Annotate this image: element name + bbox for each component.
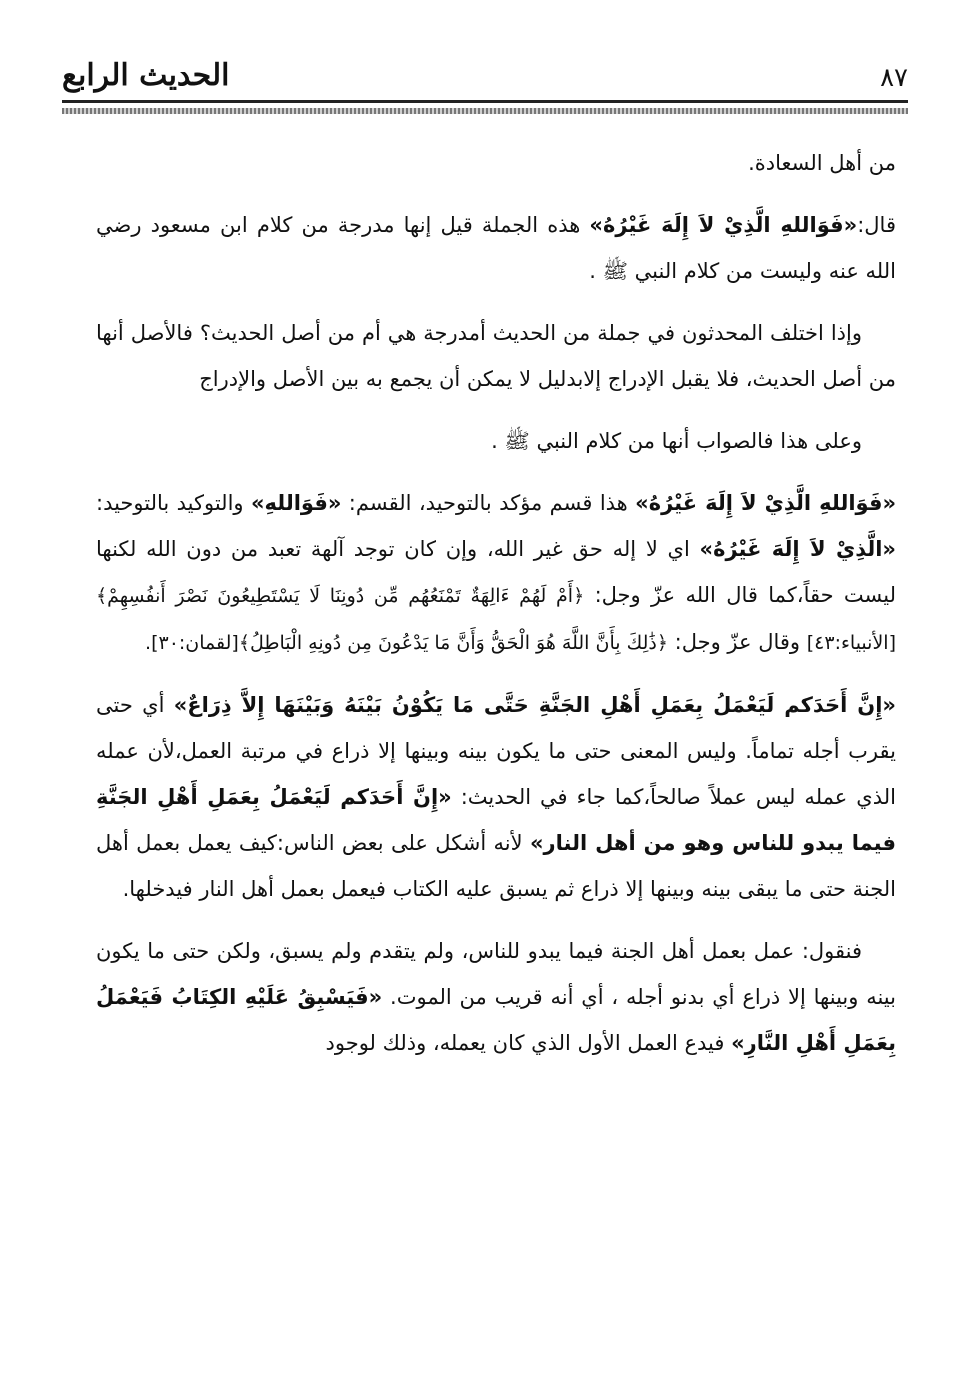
paragraph-text: وقال عزّ وجل: [667,630,807,654]
hadith-quote: «فَيَسْبِقُ عَلَيْهِ الكِتَابُ فَيَعْمَلُ بِعَمَلِ أَهْلِ النَّارِ» [96,985,896,1055]
paragraph-3 [96,310,896,402]
header-rule [62,100,908,103]
paragraph-text: وإذا اختلف المحدثون في جملة من الحديث أمدرجة هي أم من أصل الحديث؟ فالأصل أنها من أصل الحديث، فلا يقبل الإدراج إلابدليل لا يمكن أن يجمع به بين الأصل والإدراج [96,321,896,391]
hadith-quote: «إِنَّ أَحَدَكم لَيَعْمَلُ بِعَمَلِ أَهْلِ الجَنَّةِ حَتَّى مَا يَكُوْنُ بَيْنَهُ وَبَيْنَهَا إِلاَّ ذِرَاعٌ» [173,693,896,717]
body-text [96,140,896,1082]
paragraph-text: فنقول: عمل بعمل أهل الجنة فيما يبدو للناس، ولم يتقدم ولم يسبق، ولكن حتى ما يكون بينه وبينها إلا ذراع أي بدنو أجله ، أي أنه قريب من الموت. [96,939,896,1009]
paragraph-text: هذه الجملة قيل إنها مدرجة من كلام ابن مسعود رضي الله عنه وليست من كلام النبي ﷺ . [96,213,896,283]
paragraph-5 [96,480,896,666]
quran-verse: ﴿أَمْ لَهُمْ ءَالِهَةٌ تَمْنَعُهُم مِّن دُونِنَا لَا يَسْتَطِيعُونَ نَصْرَ أَنفُسِهِمْ﴾ [96,585,585,607]
paragraph-1 [96,140,896,186]
running-header [62,58,908,102]
page-number: ٨٧ [880,63,908,93]
paragraph-text: لأنه أشكل على بعض الناس:كيف يعمل بعمل أهل الجنة حتى ما يبقى بينه وبينها إلا ذراع ثم يسبق عليه الكتاب فيعمل بعمل أهل النار فيدخلها. [96,831,896,901]
paragraph-text: من أهل السعادة. [748,151,896,175]
hadith-quote: «الَّذِيْ لاَ إِلَهَ غَيْرُهُ» [699,537,896,561]
paragraph-text: فيدع العمل الأول الذي كان يعمله، وذلك لوجود [325,1031,732,1055]
paragraph-4 [96,418,896,464]
paragraph-text: قال: [857,213,896,237]
verse-reference: [لقمان:٣٠]. [145,632,239,654]
paragraph-text: وعلى هذا فالصواب أنها من كلام النبي ﷺ . [491,429,862,453]
hadith-quote: «إِنَّ أَحَدَكم لَيَعْمَلُ بِعَمَلِ أَهْلِ الجَنَّةِ فيما يبدو للناس وهو من أهل النار» [96,785,896,855]
paragraph-7 [96,928,896,1066]
paragraph-text: هذا قسم مؤكد بالتوحيد، القسم: [341,491,636,515]
header-rule-hatched [62,108,908,114]
hadith-quote: «فَوَاللهِ» [250,491,342,515]
paragraph-2 [96,202,896,294]
paragraph-text: والتوكيد بالتوحيد: [96,491,251,515]
quran-verse: ﴿ذَٰلِكَ بِأَنَّ اللَّهَ هُوَ الْحَقُّ وَأَنَّ مَا يَدْعُونَ مِن دُونِهِ الْبَاطِلُ﴾ [238,632,668,654]
verse-reference: [الأنبياء:٤٣] [806,632,896,654]
hadith-quote: «فَوَاللهِ الَّذِيْ لاَ إِلَهَ غَيْرُهُ» [635,491,897,515]
paragraph-6 [96,682,896,912]
hadith-quote: «فَوَاللهِ الَّذِيْ لاَ إِلَهَ غَيْرُهُ» [589,213,858,237]
paragraph-text: أي حتى يقرب أجله تماماً. وليس المعنى حتى ما يكون بينه وبينها إلا ذراع في مرتبة العمل،لأن عمله الذي عمله ليس عملاً صالحاً،كما جاء في الحديث: [96,693,896,809]
chapter-title: الحديث الرابع [62,58,230,93]
paragraph-text: اي لا إله حق غير الله، وإن كان توجد آلهة تعبد من دون الله لكنها ليست حقاً،كما قال الله عزّ وجل: [96,537,896,607]
